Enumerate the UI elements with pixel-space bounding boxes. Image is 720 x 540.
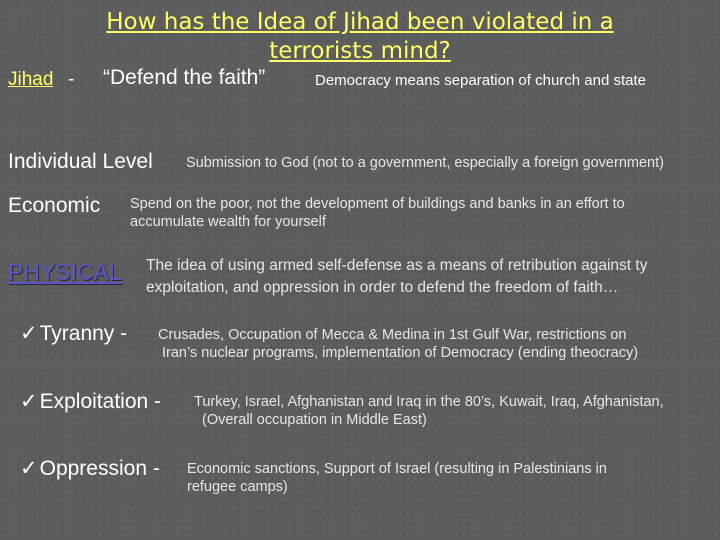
jihad-dash: - xyxy=(68,69,75,90)
check-item-tyranny xyxy=(20,321,127,346)
check-item-dash: - xyxy=(120,322,128,345)
economic-text-line1: Spend on the poor, not the development of buildings and banks in an effort to xyxy=(130,196,625,212)
tyranny-text-line2: Iran’s nuclear programs, implementation of Democracy (ending theocracy) xyxy=(162,345,639,361)
checkmark-icon: ✓ xyxy=(20,322,38,345)
individual-level-label: Individual Level xyxy=(8,150,153,173)
checkmark-icon: ✓ xyxy=(20,390,38,413)
checkmark-icon: ✓ xyxy=(20,457,38,480)
check-item-exploitation xyxy=(20,389,161,414)
physical-label: PHYSICAL xyxy=(8,259,122,285)
check-item-label: Exploitation xyxy=(39,390,149,413)
oppression-text-line2: refugee camps) xyxy=(187,479,288,495)
individual-level-text: Submission to God (not to a government, especially a foreign government) xyxy=(186,155,664,171)
check-item-label: Oppression xyxy=(39,457,147,480)
check-item-dash: - xyxy=(154,390,162,413)
tyranny-text-line1: Crusades, Occupation of Mecca & Medina in 1st Gulf War, restrictions on xyxy=(158,327,627,343)
physical-text-line1: The idea of using armed self-defense as a means of retribution against ty xyxy=(146,257,648,274)
exploitation-text-line2: (Overall occupation in Middle East) xyxy=(202,412,427,428)
economic-label: Economic xyxy=(8,194,101,217)
check-item-label: Tyranny xyxy=(39,322,115,345)
slide-title: How has the Idea of Jihad been violated in a terrorists mind? xyxy=(106,9,614,64)
exploitation-text-line1: Turkey, Israel, Afghanistan and Iraq in the 80’s, Kuwait, Iraq, Afghanistan, xyxy=(194,394,664,410)
check-item-oppression xyxy=(20,456,160,481)
physical-text-line2: exploitation, and oppression in order to defend the freedom of faith… xyxy=(146,279,619,296)
check-item-dash: - xyxy=(152,457,160,480)
economic-text-line2: accumulate wealth for yourself xyxy=(130,214,326,230)
jihad-label: Jihad xyxy=(8,69,54,90)
jihad-quote: “Defend the faith” xyxy=(103,66,266,89)
jihad-note: Democracy means separation of church and state xyxy=(315,72,647,89)
oppression-text-line1: Economic sanctions, Support of Israel (resulting in Palestinians in xyxy=(187,461,607,477)
